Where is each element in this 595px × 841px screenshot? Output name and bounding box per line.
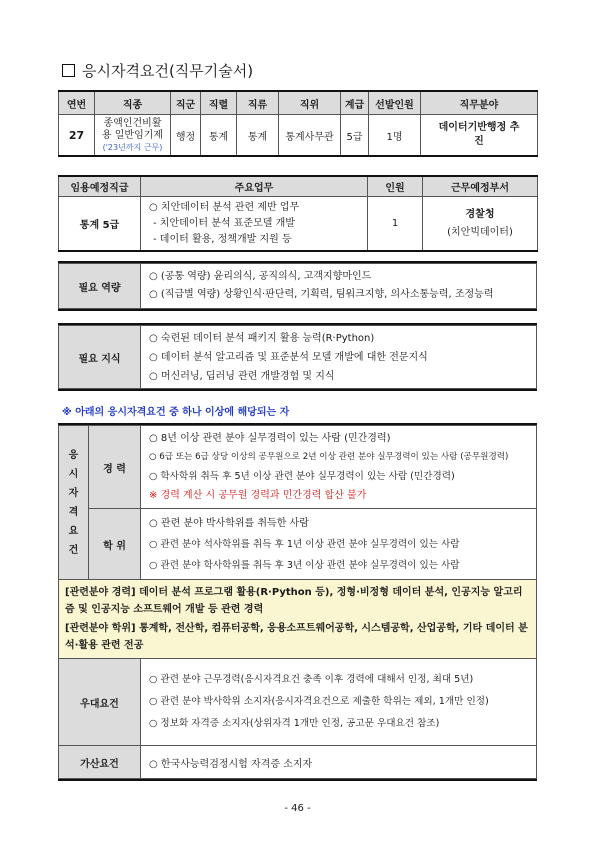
- preference-item: ○ 관련 분야 박사학위 소지자(응시자격요건으로 제출한 학위는 제외, 1개만 인정): [149, 696, 489, 707]
- col-type: 직종: [95, 91, 171, 115]
- duty-table: [58, 175, 538, 252]
- competency-label: 필요 역량: [59, 264, 141, 309]
- career-item: ○ 학사학위 취득 후 5년 이상 관련 분야 실무경력이 있는 사람 (민간경력): [149, 471, 455, 482]
- qualification-label: 응시자격요건: [59, 426, 89, 580]
- competency-items: [141, 264, 537, 309]
- duty-table-row: [59, 197, 538, 252]
- cell-grade: 5급: [341, 115, 369, 157]
- col-people: 인원: [368, 176, 423, 197]
- preference-items: [141, 659, 537, 746]
- duty-line: - 데이터 활용, 정책개발 지원 등: [153, 233, 292, 245]
- related-fields: [59, 580, 537, 659]
- cell-type-note: ('23년까지 근무): [102, 142, 163, 152]
- col-grade: 계급: [341, 91, 369, 115]
- col-seq: 연번: [59, 91, 95, 115]
- section-title: [62, 60, 253, 81]
- cell-field: 데이터기반행정 추진: [421, 115, 538, 157]
- career-warning: ※ 경력 계산 시 공무원 경력과 민간경력 합산 불가: [149, 490, 367, 501]
- cell-type: [95, 115, 171, 157]
- cell-people: 1: [368, 197, 423, 252]
- competency-table: [58, 263, 537, 309]
- preference-label: 우대요건: [59, 659, 141, 746]
- cell-rank: 통계 5급: [59, 197, 141, 252]
- related-degree: [65, 620, 530, 654]
- dept-name: 경찰청: [465, 208, 495, 220]
- preference-item: ○ 정보화 자격증 소지자(상위자격 1개만 인정, 공고문 우대요건 참조): [149, 718, 440, 729]
- position-table-header: [59, 91, 538, 115]
- degree-label: 학 위: [89, 509, 141, 580]
- bonus-label: 가산요건: [59, 746, 141, 779]
- col-position: 직위: [279, 91, 341, 115]
- col-field: 직무분야: [421, 91, 538, 115]
- qualification-box: [58, 423, 537, 781]
- knowledge-table: [58, 325, 537, 389]
- col-series: 직렬: [201, 91, 237, 115]
- col-group: 직군: [171, 91, 201, 115]
- cell-type-text: 종액인건비활용 일반임기제: [101, 117, 164, 141]
- career-items: [141, 426, 537, 509]
- duty-table-header: [59, 176, 538, 197]
- checkbox-square-icon: [62, 64, 75, 77]
- dept-sub: (치안빅데이터): [447, 226, 513, 238]
- knowledge-label: 필요 지식: [59, 326, 141, 389]
- cell-seq: 27: [59, 115, 95, 157]
- position-table-row: [59, 115, 538, 157]
- duty-line: - 치안데이터 분석 표준모델 개발: [153, 217, 295, 229]
- career-item: ○ 8년 이상 관련 분야 실무경력이 있는 사람 (민간경력): [149, 433, 391, 444]
- knowledge-box: [58, 323, 537, 391]
- cell-series: 통계: [201, 115, 237, 157]
- related-career-tag: [관련분야 경력]: [65, 587, 136, 598]
- col-class: 직류: [237, 91, 279, 115]
- knowledge-item: ○ 숙련된 데이터 분석 패키지 활용 능력(R·Python): [149, 332, 375, 344]
- knowledge-item: ○ 데이터 분석 알고리즘 및 표준분석 모델 개발에 대한 전문지식: [149, 351, 428, 363]
- degree-item: ○ 관련 분야 박사학위를 취득한 사람: [149, 517, 309, 529]
- career-item: ○ 6급 또는 6급 상당 이상의 공무원으로 2년 이상 관련 분야 실무경력이 있는 사람 (공무원경력): [149, 452, 509, 462]
- related-career: [65, 584, 530, 618]
- cell-position: 통계사무관: [279, 115, 341, 157]
- bonus-item: ○ 한국사능력검정시험 자격증 소지자: [141, 746, 537, 779]
- career-label: 경 력: [89, 426, 141, 509]
- cell-class: 통계: [237, 115, 279, 157]
- col-duties: 주요업무: [141, 176, 368, 197]
- preference-item: ○ 관련 분야 근무경력(응시자격요건 충족 이후 경력에 대해서 인정, 최대 5년): [149, 674, 474, 685]
- cell-group: 행정: [171, 115, 201, 157]
- section-title-text: 응시자격요건(직무기술서): [82, 62, 254, 80]
- cell-duties: [141, 197, 368, 252]
- degree-item: ○ 관련 분야 석사학위를 취득 후 1년 이상 관련 분야 실무경력이 있는 사람: [149, 538, 460, 550]
- qualification-table: [58, 425, 537, 779]
- related-degree-tag: [관련분야 학위]: [65, 623, 136, 634]
- position-table: [58, 90, 538, 157]
- competency-item: ○ (공통 역량) 윤리의식, 공직의식, 고객지향마인드: [149, 271, 372, 282]
- cell-dept: [423, 197, 538, 252]
- duty-line: ○ 치안데이터 분석 관련 제반 업무: [149, 201, 300, 213]
- col-dept: 근무예정부서: [423, 176, 538, 197]
- knowledge-item: ○ 머신러닝, 딥러닝 관련 개발경험 및 지식: [149, 370, 335, 382]
- related-career-text: 데이터 분석 프로그램 활용(R·Python 등), 정형·비정형 데이터 분석, 인공지능 알고리즘 및 인공지능 소프트웨어 개발 등 관련 경력: [65, 587, 523, 615]
- related-degree-text: 통계학, 전산학, 컴퓨터공학, 응용소프트웨어공학, 시스템공학, 산업공학, 기타 데이터 분석·활용 관련 전공: [65, 623, 528, 651]
- degree-items: [141, 509, 537, 580]
- degree-item: ○ 관련 분야 학사학위를 취득 후 3년 이상 관련 분야 실무경력이 있는 사람: [149, 559, 460, 571]
- col-count: 선발인원: [369, 91, 421, 115]
- col-rank: 임용예정직급: [59, 176, 141, 197]
- competency-box: [58, 261, 537, 311]
- page-number: - 46 -: [284, 803, 311, 814]
- competency-item: ○ (직급별 역량) 상황인식·판단력, 기획력, 팀워크지향, 의사소통능력, 조정능력: [149, 289, 494, 300]
- cell-count: 1명: [369, 115, 421, 157]
- qualification-note: ※ 아래의 응시자격요건 중 하나 이상에 해당되는 자: [62, 407, 290, 418]
- knowledge-items: [141, 326, 537, 389]
